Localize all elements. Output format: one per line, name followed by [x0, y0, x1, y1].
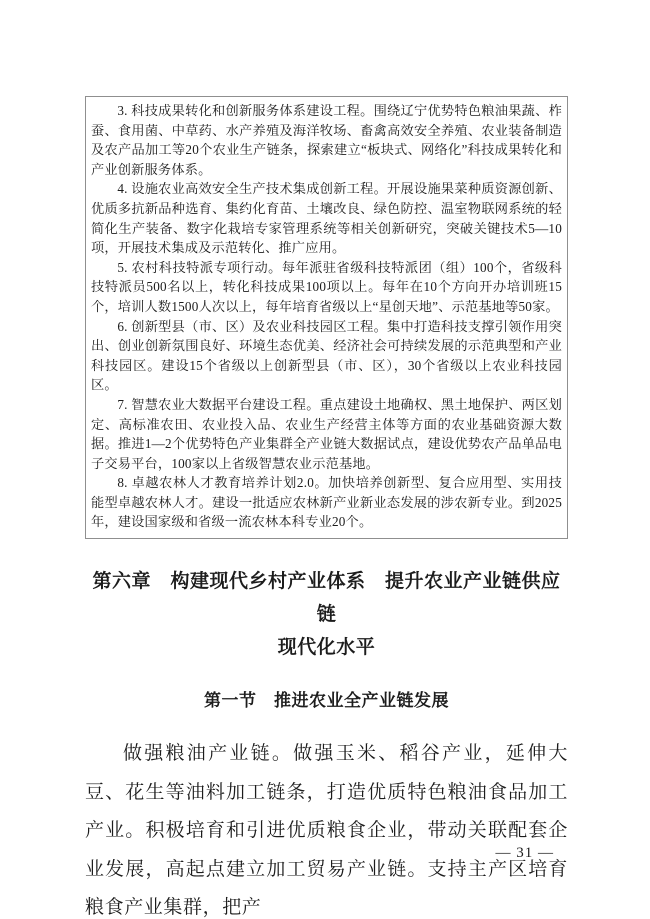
project-item-paragraph: 3. 科技成果转化和创新服务体系建设工程。围绕辽宁优势特色粮油果蔬、柞蚕、食用菌、中草药、水产养殖及海洋牧场、畜禽高效安全养殖、农业装备制造及农产品加工等20个农业生产链条，探索建立“板块式、网络化”科技成果转化和产业创新服务体系。	[91, 103, 562, 177]
body-text	[85, 735, 568, 919]
project-list-box	[85, 96, 568, 539]
section-heading: 第一节 推进农业全产业链发展	[204, 691, 449, 711]
body-paragraph: 做强粮油产业链。做强玉米、稻谷产业，延伸大豆、花生等油料加工链条，打造优质特色粮油食品加工产业。积极培育和引进优质粮食企业，带动关联配套企业发展，高起点建立加工贸易产业链。支持主产区培育粮食产业集群，把产	[85, 743, 568, 919]
project-item-paragraph: 6. 创新型县（市、区）及农业科技园区工程。集中打造科技支撑引领作用突出、创业创新氛围良好、环境生态优美、经济社会可持续发展的示范典型和产业科技园区。建设15个省级以上创新型县（市、区），30个省级以上农业科技园区。	[91, 318, 562, 393]
project-item-paragraph: 8. 卓越农林人才教育培养计划2.0。加快培养创新型、复合应用型、实用技能型卓越农林人才。建设一批适应农林新产业新业态发展的涉农新专业。到2025年，建设国家级和省级一流农林本科专业20个。	[91, 475, 562, 530]
page-content	[85, 96, 568, 919]
project-item-paragraph: 7. 智慧农业大数据平台建设工程。重点建设土地确权、黑土地保护、两区划定、高标准农田、农业投入品、农业生产经营主体等方面的农业基础资源大数据。推进1—2个优势特色产业集群全产业链大数据试点，建设优势农产品单品电子交易平台，100家以上省级智慧农业示范基地。	[91, 396, 562, 471]
chapter-heading	[85, 565, 568, 664]
page-number: — 31 —	[495, 845, 554, 861]
chapter-heading-line1: 第六章 构建现代乡村产业体系 提升农业产业链供应链	[92, 571, 561, 626]
project-item-paragraph: 5. 农村科技特派专项行动。每年派驻省级科技特派团（组）100个，省级科技特派员500名以上，转化科技成果100项以上。每年在10个方向开办培训班15个，培训人数1500人次以上，每年培育省级以上“星创天地”、示范基地等50家。	[91, 259, 562, 314]
chapter-heading-line2: 现代化水平	[277, 637, 376, 659]
project-item-paragraph: 4. 设施农业高效安全生产技术集成创新工程。开展设施果菜种质资源创新、优质多抗新品种选育、集约化育苗、土壤改良、绿色防控、温室物联网系统的轻简化生产装备、数字化栽培专家管理系统等相关创新研究，突破关键技术5—10项，开展技术集成及示范转化、推广应用。	[91, 181, 562, 256]
